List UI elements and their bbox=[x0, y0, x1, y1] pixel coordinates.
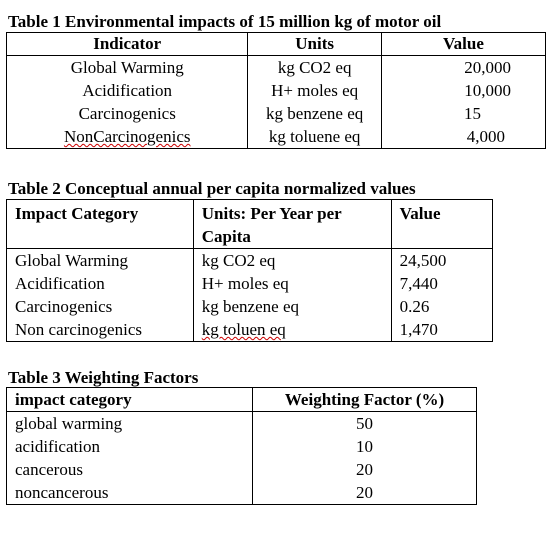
table2-cell-text: kg toluen eq bbox=[201, 320, 286, 339]
table2-cell: kg benzene eq bbox=[193, 295, 391, 318]
table2-header-row bbox=[7, 200, 493, 249]
table3-header-row bbox=[7, 388, 477, 412]
table3-cell: noncancerous bbox=[7, 481, 253, 505]
table-row bbox=[7, 412, 477, 436]
table3-cell: 50 bbox=[253, 412, 477, 436]
table1-cell-text: NonCarcinogenics bbox=[63, 127, 191, 146]
table-row bbox=[7, 435, 477, 458]
table3-header-impact-category: impact category bbox=[7, 388, 253, 412]
table2-cell: 7,440 bbox=[391, 272, 492, 295]
table1-caption: Table 1 Environmental impacts of 15 million kg of motor oil bbox=[8, 12, 442, 31]
table3-header-weighting-factor: Weighting Factor (%) bbox=[253, 388, 477, 412]
table-row bbox=[7, 481, 477, 505]
table-row bbox=[7, 79, 546, 102]
table2-caption: Table 2 Conceptual annual per capita normalized values bbox=[8, 179, 416, 198]
table2-cell bbox=[193, 318, 391, 342]
table1-cell: kg CO2 eq bbox=[248, 56, 381, 80]
table2-header-value: Value bbox=[391, 200, 492, 249]
table3 bbox=[6, 387, 477, 505]
table1-cell: Acidification bbox=[7, 79, 248, 102]
table2-cell: 1,470 bbox=[391, 318, 492, 342]
table2-header-units: Units: Per Year per Capita bbox=[193, 200, 391, 249]
table1-cell: 15 bbox=[381, 102, 545, 125]
table1-header-units: Units bbox=[248, 33, 381, 56]
table2-cell: H+ moles eq bbox=[193, 272, 391, 295]
table1 bbox=[6, 32, 546, 149]
table2-cell: 24,500 bbox=[391, 249, 492, 273]
table1-header-row bbox=[7, 33, 546, 56]
table2-cell: Carcinogenics bbox=[7, 295, 194, 318]
table3-cell: cancerous bbox=[7, 458, 253, 481]
table-row bbox=[7, 318, 493, 342]
table-row bbox=[7, 56, 546, 80]
table1-cell: Carcinogenics bbox=[7, 102, 248, 125]
table1-cell bbox=[7, 125, 248, 149]
table2 bbox=[6, 199, 493, 342]
table3-cell: 20 bbox=[253, 458, 477, 481]
table-row bbox=[7, 125, 546, 149]
table1-cell: 4,000 bbox=[381, 125, 545, 149]
table1-cell: 10,000 bbox=[381, 79, 545, 102]
table3-cell: 20 bbox=[253, 481, 477, 505]
table2-cell: 0.26 bbox=[391, 295, 492, 318]
table1-cell: kg benzene eq bbox=[248, 102, 381, 125]
table3-cell: 10 bbox=[253, 435, 477, 458]
table2-cell: Global Warming bbox=[7, 249, 194, 273]
table3-caption: Table 3 Weighting Factors bbox=[8, 368, 199, 387]
table3-cell: acidification bbox=[7, 435, 253, 458]
table1-header-value: Value bbox=[381, 33, 545, 56]
table1-cell: 20,000 bbox=[381, 56, 545, 80]
table-row bbox=[7, 249, 493, 273]
table1-cell: kg toluene eq bbox=[248, 125, 381, 149]
table2-cell: kg CO2 eq bbox=[193, 249, 391, 273]
table2-header-impact-category: Impact Category bbox=[7, 200, 194, 249]
table2-cell: Acidification bbox=[7, 272, 194, 295]
table-row bbox=[7, 458, 477, 481]
table-row bbox=[7, 102, 546, 125]
table2-cell: Non carcinogenics bbox=[7, 318, 194, 342]
table3-cell: global warming bbox=[7, 412, 253, 436]
table-row bbox=[7, 272, 493, 295]
table1-cell: Global Warming bbox=[7, 56, 248, 80]
table1-cell: H+ moles eq bbox=[248, 79, 381, 102]
table-row bbox=[7, 295, 493, 318]
table1-header-indicator: Indicator bbox=[7, 33, 248, 56]
